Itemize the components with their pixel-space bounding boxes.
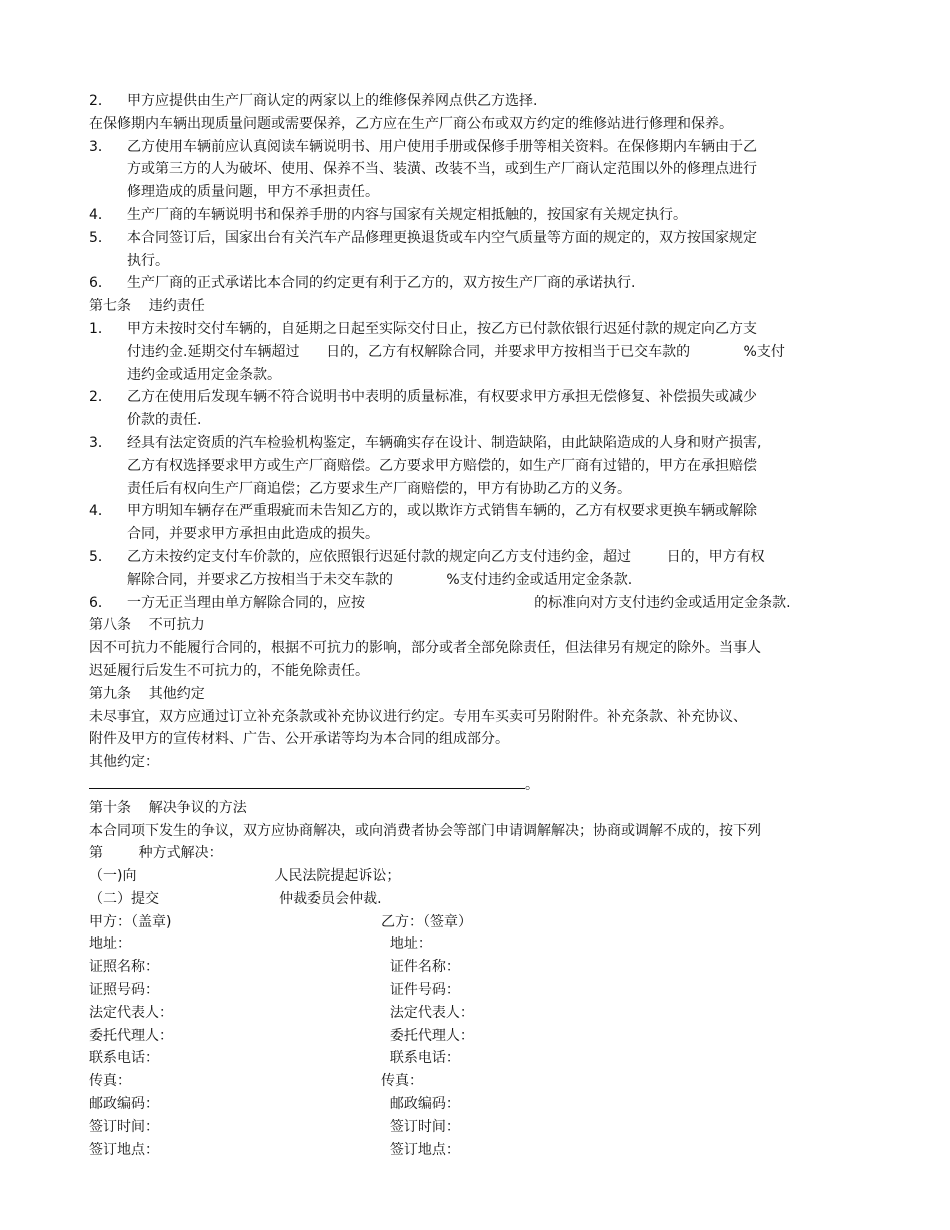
party-a-field: 法定代表人： [89, 1004, 173, 1021]
clause-7-2 [89, 386, 869, 432]
clause-text: 甲方明知车辆存在严重瑕疵而未告知乙方的，或以欺诈方式销售车辆的，乙方有权要求更换车辆或解除 [127, 503, 757, 520]
blank-end-mark: 。 [525, 776, 539, 793]
clause-number: 6． [89, 275, 112, 292]
party-a-field: 甲方：（盖章) [89, 913, 172, 930]
clause-number: 5． [89, 229, 112, 246]
signature-row [89, 956, 869, 979]
dispute-option-court: （一)向 人民法院提起诉讼； [89, 868, 401, 885]
clause-6-6 [89, 272, 869, 295]
party-b-field: 证件号码： [381, 982, 460, 999]
clause-7-6 [89, 592, 869, 615]
article-10-text: 本合同项下发生的争议，双方应协商解决，或向消费者协会等部门申请调解解决；协商或调解不成的，按下列 [89, 822, 761, 839]
party-a-field: 传真： [89, 1073, 131, 1090]
dispute-option-arbitration: （二）提交 仲裁委员会仲裁. [89, 890, 382, 907]
article-9-text: 附件及甲方的宣传材料、广告、公开承诺等均为本合同的组成部分。 [89, 731, 509, 748]
clause-text: 乙方使用车辆前应认真阅读车辆说明书、用户使用手册或保修手册等相关资料。在保修期内车辆由于乙 [127, 138, 757, 155]
clause-7-3 [89, 432, 869, 500]
party-b-field: 联系电话： [381, 1050, 460, 1067]
signature-row [89, 1116, 869, 1139]
clause-number: 2． [89, 389, 112, 406]
other-terms-blank-line[interactable] [89, 774, 869, 797]
clause-6-2 [89, 90, 869, 113]
other-terms-label: 其他约定： [89, 754, 159, 771]
signature-row [89, 1139, 869, 1162]
signature-row [89, 1047, 869, 1070]
party-a-field: 联系电话： [89, 1050, 159, 1067]
clause-number: 5． [89, 548, 112, 565]
signature-row [89, 1002, 869, 1025]
party-a-field: 证照名称： [89, 959, 159, 976]
clause-text: 执行。 [127, 252, 169, 269]
signature-row [89, 1093, 869, 1116]
party-a-field: 证照号码： [89, 982, 159, 999]
clause-text: 合同，并要求甲方承担由此造成的损失。 [127, 526, 379, 543]
signature-row [89, 933, 869, 956]
article-9-heading: 第九条 其他约定 [89, 685, 205, 702]
signature-row [89, 979, 869, 1002]
clause-6-4 [89, 204, 869, 227]
clause-text: 违约金或适用定金条款。 [127, 366, 281, 383]
party-b-field: 地址： [381, 936, 432, 953]
clause-text: 乙方未按约定支付车价款的，应依照银行迟延付款的规定向乙方支付违约金，超过 日的，甲方有权 [127, 548, 765, 565]
clause-text: 方或第三方的人为破坏、使用、保养不当、装潢、改装不当，或到生产厂商认定范围以外的修理点进行 [127, 161, 757, 178]
party-a-field: 签订时间： [89, 1118, 159, 1135]
article-8-text: 迟延履行后发生不可抗力的，不能免除责任。 [89, 662, 369, 679]
clause-text: 修理造成的质量问题，甲方不承担责任。 [127, 184, 379, 201]
party-a-field: 委托代理人： [89, 1027, 173, 1044]
clause-text: 责任后有权向生产厂商追偿；乙方要求生产厂商赔偿的，甲方有协助乙方的义务。 [127, 480, 631, 497]
clause-number: 1． [89, 320, 112, 337]
clause-number: 4． [89, 503, 112, 520]
party-b-field: 乙方：（签章） [381, 913, 472, 930]
clause-text: 本合同签订后，国家出台有关汽车产品修理更换退货或车内空气质量等方面的规定的，双方按国家规定 [127, 229, 757, 246]
signature-row [89, 911, 869, 934]
party-b-field: 委托代理人： [381, 1027, 474, 1044]
party-b-field: 签订时间： [381, 1118, 460, 1135]
article-10-heading: 第十条 解决争议的方法 [89, 799, 247, 816]
party-b-field: 传真： [381, 1073, 423, 1090]
party-b-field: 邮政编码： [381, 1096, 460, 1113]
clause-text: 生产厂商的车辆说明书和保养手册的内容与国家有关规定相抵触的，按国家有关规定执行。 [127, 206, 687, 223]
clause-text: 甲方未按时交付车辆的，自延期之日起至实际交付日止，按乙方已付款依银行迟延付款的规定向乙方支 [127, 320, 757, 337]
clause-text: 解除合同，并要求乙方按相当于未交车款的 %支付违约金或适用定金条款. [127, 571, 633, 588]
clause-7-5 [89, 546, 869, 592]
clause-6-3 [89, 136, 869, 204]
clause-text: 一方无正当理由单方解除合同的，应按 的标准向对方支付违约金或适用定金条款. [127, 594, 791, 611]
clause-number: 2． [89, 93, 112, 109]
article-7-heading: 第七条 违约责任 [89, 298, 205, 315]
article-8-heading: 第八条 不可抗力 [89, 617, 205, 634]
warranty-paragraph: 在保修期内车辆出现质量问题或需要保养，乙方应在生产厂商公布或双方约定的维修站进行修理和保养。 [89, 115, 733, 132]
article-9-text: 未尽事宜，双方应通过订立补充条款或补充协议进行约定。专用车买卖可另附附件。补充条款、补充协议、 [89, 708, 747, 725]
clause-text: 甲方应提供由生产厂商认定的两家以上的维修保养网点供乙方选择. [127, 93, 538, 109]
clause-number: 3． [89, 434, 112, 451]
party-a-field: 邮政编码： [89, 1096, 159, 1113]
signature-row [89, 1025, 869, 1048]
blank-underline [89, 774, 525, 789]
article-8-text: 因不可抗力不能履行合同的，根据不可抗力的影响，部分或者全部免除责任，但法律另有规定的除外。当事人 [89, 640, 761, 657]
clause-7-1 [89, 318, 869, 386]
clause-text: 经具有法定资质的汽车检验机构鉴定，车辆确实存在设计、制造缺陷，由此缺陷造成的人身和财产损害, [127, 434, 762, 451]
signature-block [89, 911, 869, 1162]
signature-row [89, 1070, 869, 1093]
clause-text: 价款的责任. [127, 412, 202, 429]
clause-7-4 [89, 500, 869, 546]
party-a-field: 签订地点： [89, 1141, 159, 1158]
article-10-text: 第 种方式解决： [89, 845, 223, 862]
clause-text: 乙方有权选择要求甲方或生产厂商赔偿。乙方要求甲方赔偿的，如生产厂商有过错的，甲方在承担赔偿 [127, 457, 757, 474]
clause-6-5 [89, 227, 869, 273]
clause-text: 付违约金.延期交付车辆超过 日的，乙方有权解除合同，并要求甲方按相当于已交车款的 %支付 [127, 343, 785, 360]
document-content [89, 90, 869, 1161]
party-a-field: 地址： [89, 936, 131, 953]
clause-number: 6． [89, 594, 112, 611]
party-b-field: 证件名称： [381, 959, 460, 976]
clause-text: 生产厂商的正式承诺比本合同的约定更有利于乙方的，双方按生产厂商的承诺执行. [127, 275, 636, 292]
clause-number: 3． [89, 138, 112, 155]
party-b-field: 签订地点： [381, 1141, 460, 1158]
party-b-field: 法定代表人： [381, 1004, 474, 1021]
clause-number: 4． [89, 206, 112, 223]
clause-text: 乙方在使用后发现车辆不符合说明书中表明的质量标准，有权要求甲方承担无偿修复、补偿损失或减少 [127, 389, 757, 406]
